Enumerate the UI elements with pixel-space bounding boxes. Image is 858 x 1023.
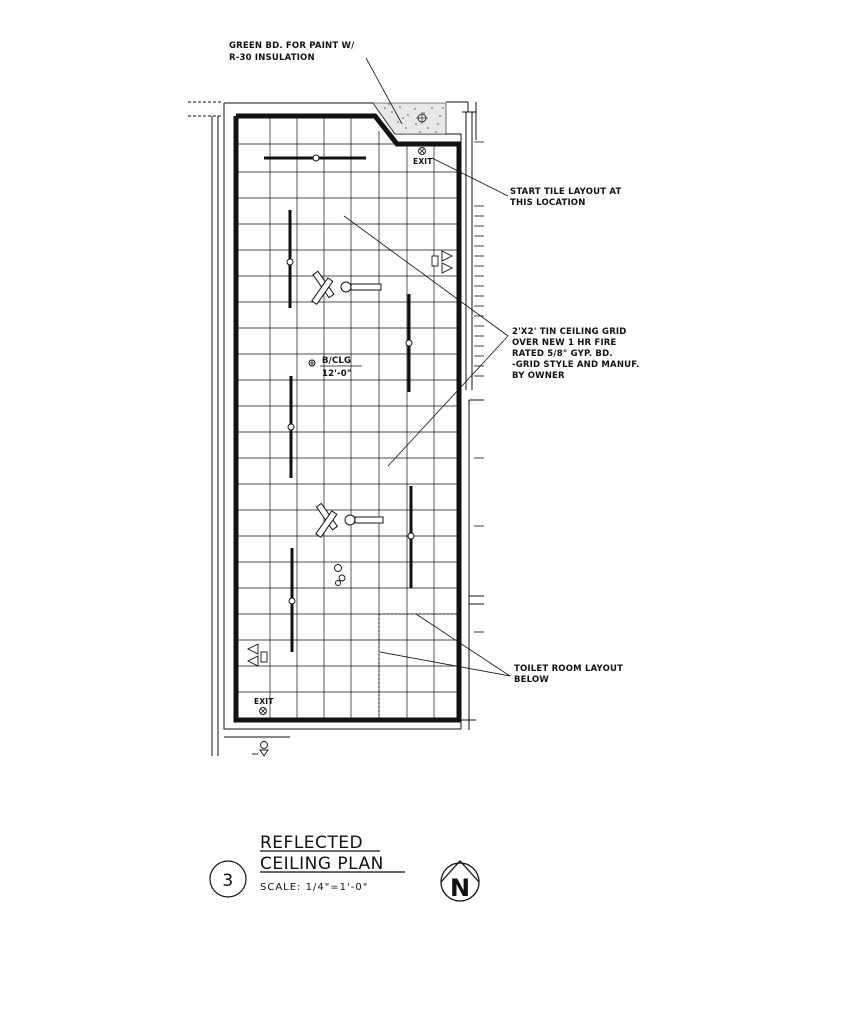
linear-light-fixture-icon <box>289 548 295 652</box>
note-toilet-line1: TOILET ROOM LAYOUT <box>514 664 624 674</box>
emergency-light-icon <box>432 251 452 273</box>
note-green-board <box>229 41 355 63</box>
linear-light-fixture-icon <box>408 486 414 588</box>
note-start-tile <box>510 187 622 208</box>
drawing-title-line1: REFLECTED <box>260 833 364 853</box>
emergency-light-icon <box>248 644 267 666</box>
drawing-scale: SCALE: 1/4"=1'-0" <box>260 882 369 893</box>
toilet-room-outline <box>379 614 459 720</box>
note-start-tile-line1: START TILE LAYOUT AT <box>510 187 622 197</box>
exit-label-top: EXIT <box>413 157 433 166</box>
note-tin-grid-line1: 2'x2' TIN CEILING GRID <box>512 327 627 337</box>
exit-label-bottom: EXIT <box>254 697 274 706</box>
note-tin-grid-line3: RATED 5/8" GYP. BD. <box>512 349 613 359</box>
note-start-tile-line2: THIS LOCATION <box>510 198 586 208</box>
linear-light-fixture-icon <box>288 376 294 478</box>
smoke-detector-icon <box>335 565 346 586</box>
linear-light-fixture-icon <box>287 210 293 308</box>
note-toilet-line2: BELOW <box>514 675 549 685</box>
exit-sign-bottom <box>254 697 274 715</box>
ceiling-grid <box>236 116 459 720</box>
title-block <box>210 833 405 897</box>
note-tin-grid-line5: BY OWNER <box>512 371 565 381</box>
ceiling-height-tag <box>309 356 362 379</box>
note-toilet-room <box>514 664 623 685</box>
exterior-light-icon <box>252 742 268 757</box>
note-green-board-line2: R-30 INSULATION <box>229 53 315 63</box>
building-walls <box>188 102 484 756</box>
note-green-board-line1: GREEN BD. FOR PAINT W/ <box>229 41 355 51</box>
north-label: N <box>449 874 471 902</box>
drawing-number: 3 <box>222 871 234 891</box>
drawing-title-line2: CEILING PLAN <box>260 854 384 874</box>
ceiling-fan-icon <box>316 503 383 537</box>
note-tin-grid-line2: OVER NEW 1 HR FIRE <box>512 338 617 348</box>
ceiling-height-value: 12'-0" <box>322 369 352 379</box>
north-arrow-icon <box>441 861 479 902</box>
leader-lines <box>344 58 510 676</box>
exit-sign-top <box>413 148 433 167</box>
note-tin-grid-line4: -GRID STYLE AND MANUF. <box>512 360 640 370</box>
ceiling-height-label: B/CLG <box>322 356 352 366</box>
note-tin-grid <box>512 327 639 381</box>
